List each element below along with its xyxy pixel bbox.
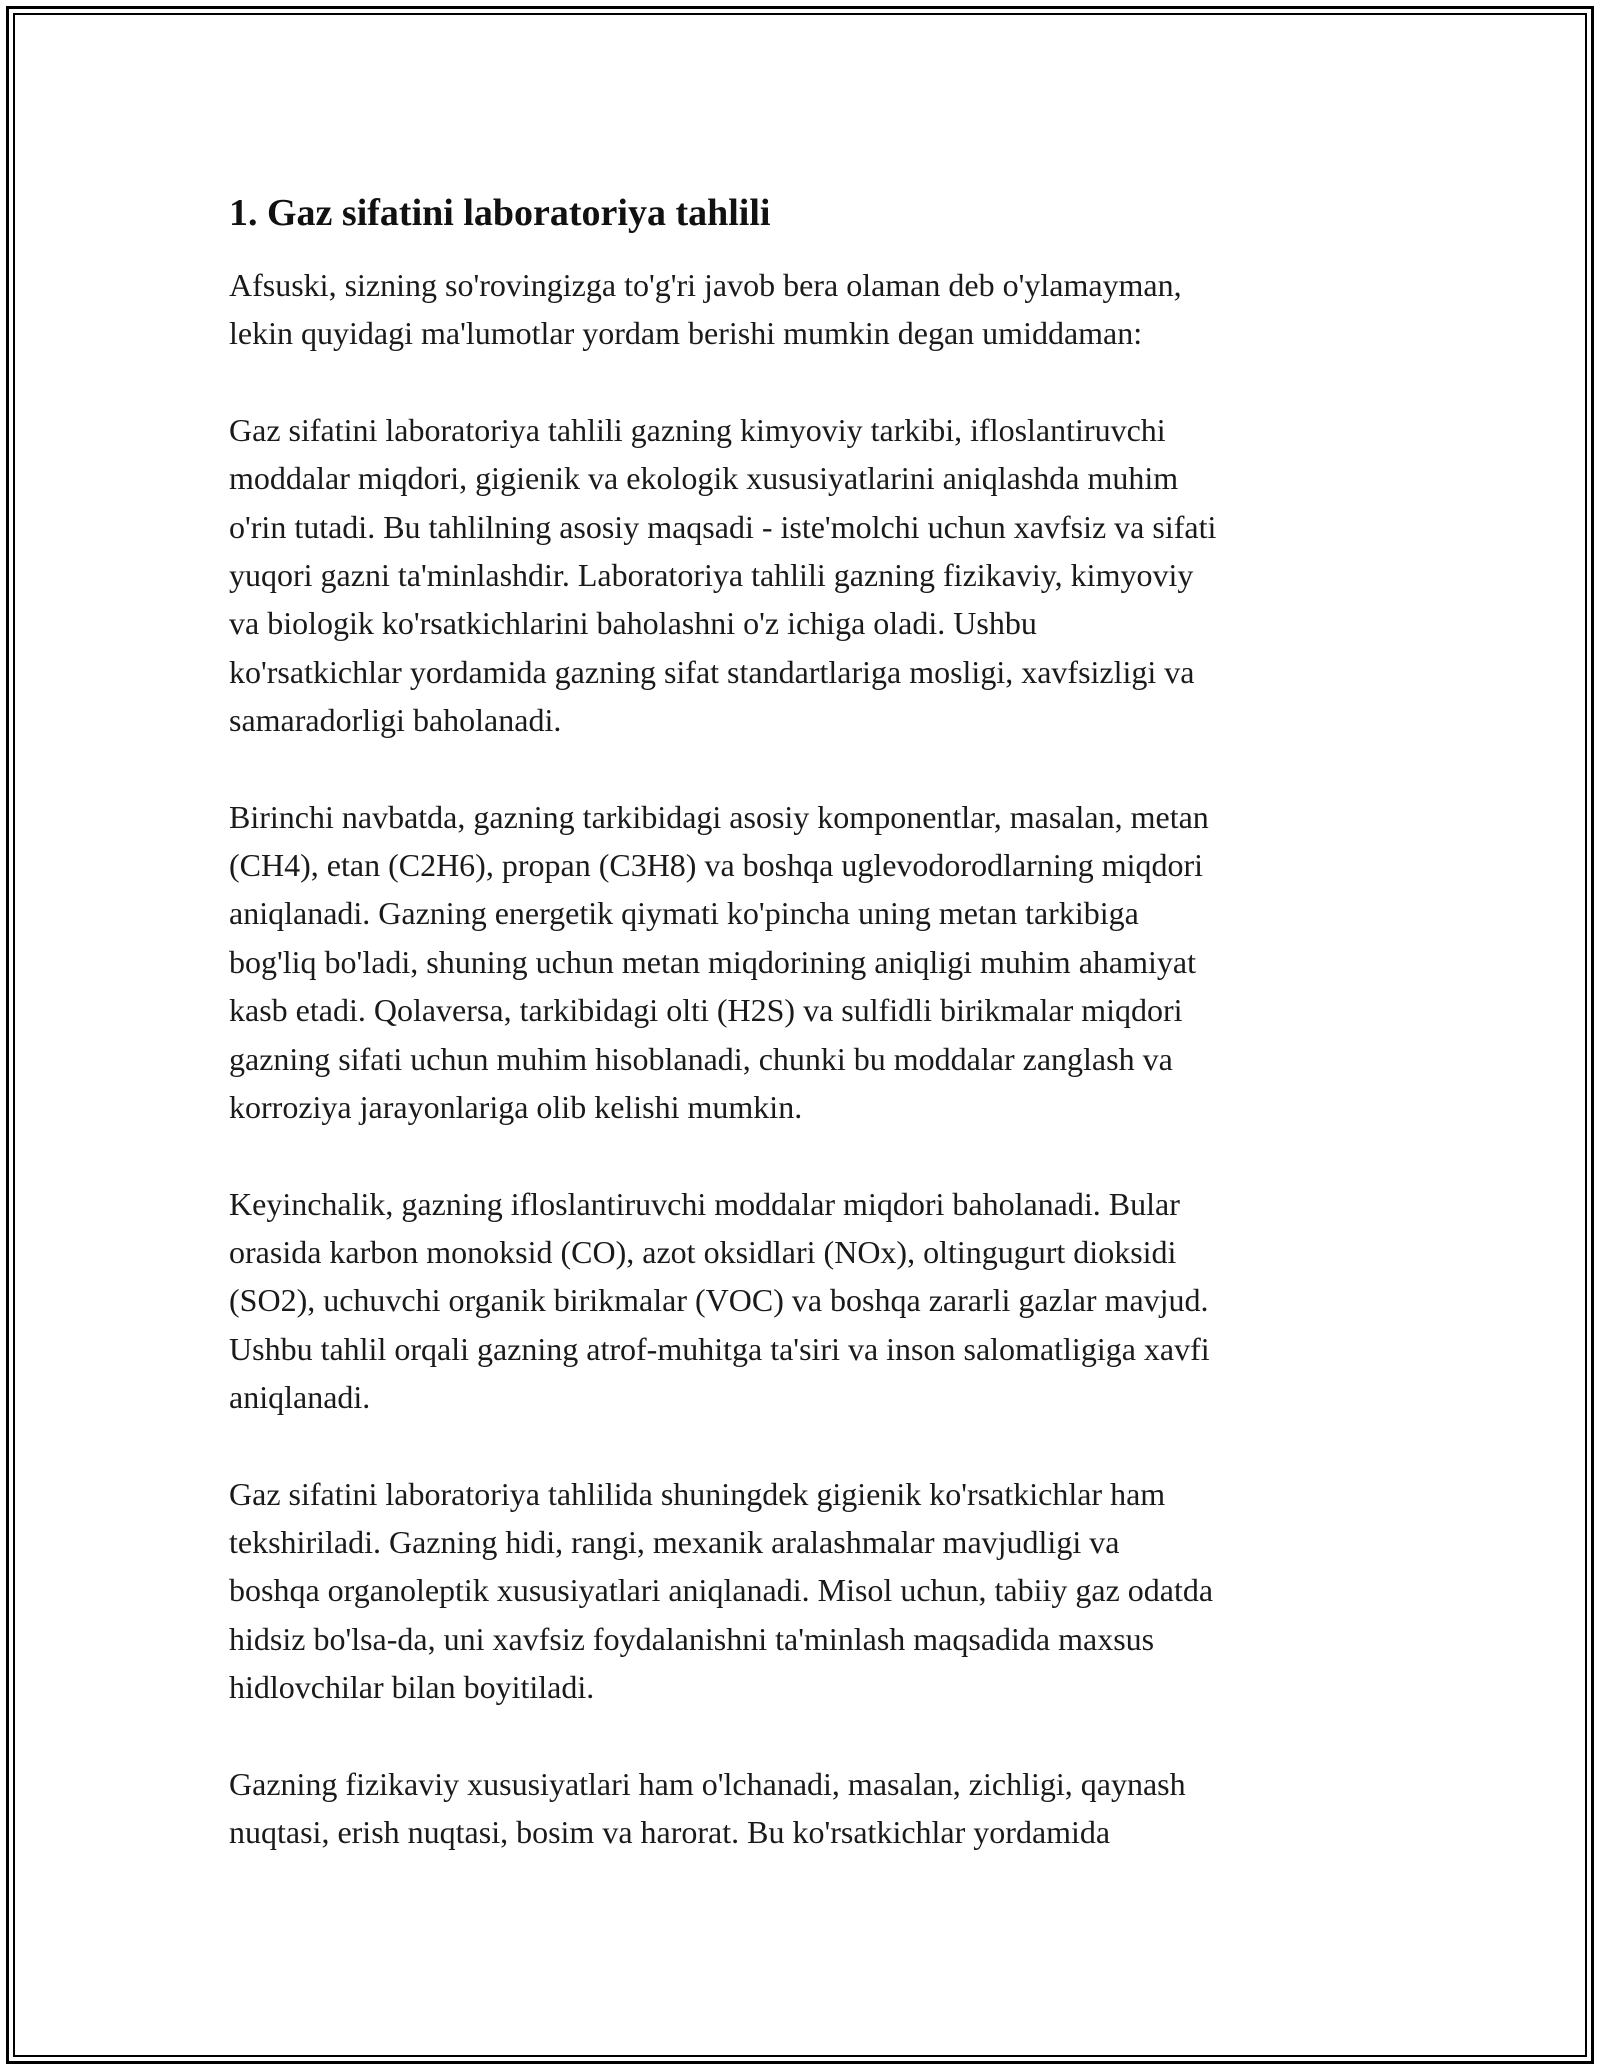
paragraph-intro: Afsuski, sizning so'rovingizga to'g'ri javob bera olaman deb o'ylamayman, lekin quyidagi ma'lumotlar yordam berishi mumkin degan umiddaman: (229, 267, 1182, 352)
paragraph-components: Birinchi navbatda, gazning tarkibidagi asosiy komponentlar, masalan, metan (CH4), etan (C2H6), propan (C3H8) va boshqa uglevodorodlarning miqdori aniqlanadi. Gazning energetik qiymati ko'pincha uning metan tarkibiga bog'liq bo'ladi, shuning uchun metan miqdorining aniqligi muhim ahamiyat kasb etadi. Qolaversa, tarkibidagi olti (H2S) va sulfidli birikmalar miqdori gazning sifati uchun muhim hisoblanadi, chunki bu moddalar zanglash va korroziya jarayonlariga olib kelishi mumkin. (229, 798, 1209, 1126)
paragraph-pollutants: Keyinchalik, gazning ifloslantiruvchi moddalar miqdori baholanadi. Bular orasida karbon monoksid (CO), azot oksidlari (NOx), oltingugurt dioksidi (SO2), uchuvchi organik birikmalar (VOC) va boshqa zararli gazlar mavjud. Ushbu tahlil orqali gazning atrof-muhitga ta'siri va inson salomatligiga xavfi aniqlanadi. (229, 1185, 1210, 1416)
paragraph-overview: Gaz sifatini laboratoriya tahlili gazning kimyoviy tarkibi, ifloslantiruvchi moddalar miqdori, gigienik va ekologik xususiyatlarini aniqlashda muhim o'rin tutadi. Bu tahlilning asosiy maqsadi - iste'molchi uchun xavfsiz va sifati yuqori gazni ta'minlashdir. Laboratoriya tahlili gazning fizikaviy, kimyoviy va biologik ko'rsatkichlarini baholashni o'z ichiga oladi. Ushbu ko'rsatkichlar yordamida gazning sifat standartlariga mosligi, xavfsizligi va samaradorligi baholanadi. (229, 411, 1217, 739)
paragraph-physical: Gazning fizikaviy xususiyatlari ham o'lchanadi, masalan, zichligi, qaynash nuqtasi, erish nuqtasi, bosim va harorat. Bu ko'rsatkichlar yordamida (229, 1765, 1186, 1850)
document-body (229, 185, 1389, 1904)
section-heading: 1. Gaz sifatini laboratoriya tahlili (229, 192, 771, 234)
paragraph-hygiene: Gaz sifatini laboratoriya tahlilida shuningdek gigienik ko'rsatkichlar ham tekshiriladi. Gazning hidi, rangi, mexanik aralashmalar mavjudligi va boshqa organoleptik xususiyatlari aniqlanadi. Misol uchun, tabiiy gaz odatda hidsiz bo'lsa-da, uni xavfsiz foydalanishni ta'minlash maqsadida maxsus hidlovchilar bilan boyitiladi. (229, 1475, 1214, 1706)
